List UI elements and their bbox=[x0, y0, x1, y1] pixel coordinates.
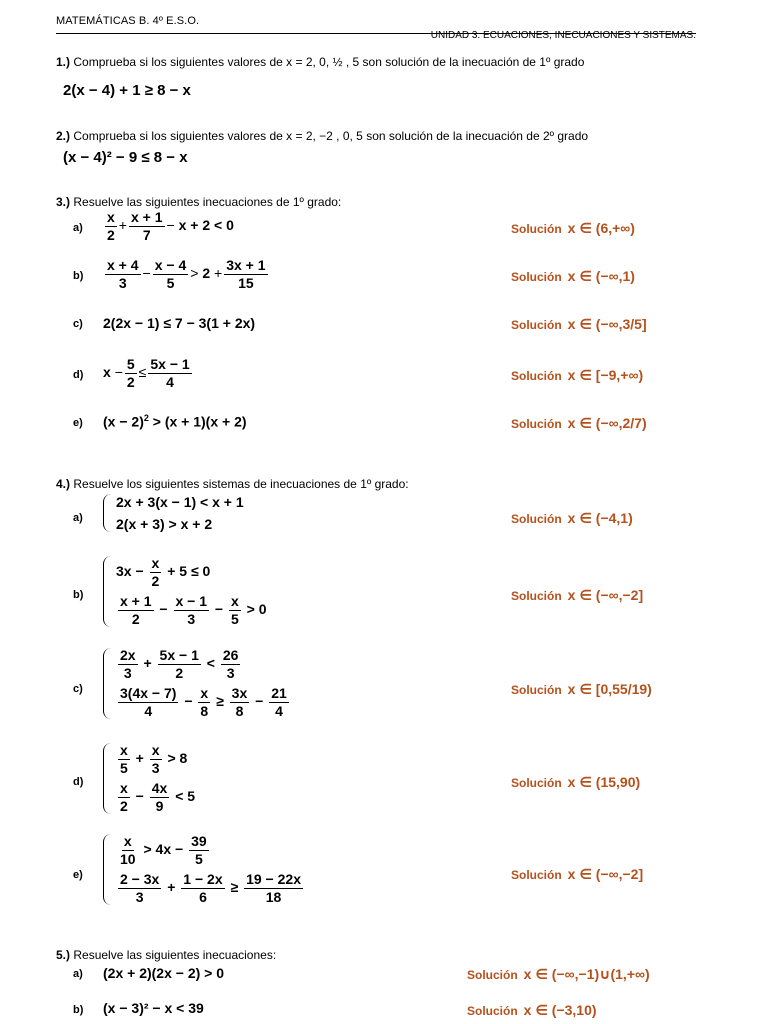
q3-item-c-letter: c) bbox=[73, 318, 83, 330]
solution-label: Solución bbox=[511, 270, 562, 284]
q5-item-a-letter: a) bbox=[73, 968, 83, 980]
question-4-number: 4.) bbox=[56, 477, 71, 491]
q3-item-a-letter: a) bbox=[73, 222, 83, 234]
q4-item-a-solution bbox=[511, 510, 633, 528]
question-1-number: 1.) bbox=[56, 55, 71, 69]
solution-label: Solución bbox=[511, 417, 562, 431]
q3-item-d-expression: x − $\frac{5}{2}$ ≤ $\frac{5x - 1}{4}$ bbox=[103, 356, 190, 390]
q5-item-b-letter: b) bbox=[73, 1004, 84, 1016]
q4-item-a-letter: a) bbox=[73, 512, 83, 524]
q4-item-c-letter: c) bbox=[73, 683, 83, 695]
solution-label: Solución bbox=[511, 222, 562, 236]
q4-item-b-letter: b) bbox=[73, 589, 84, 601]
question-1 bbox=[56, 55, 584, 69]
q3-item-b-solution bbox=[511, 268, 635, 286]
q4-item-a-system: 2x + 3(x − 1) < x + 1 2(x + 3) > x + 2 bbox=[103, 494, 244, 532]
q4-item-e-system: $\frac{x}{10}$ > 4x − $\frac{39}{5}$ $\frac{2 - 3x}{3}$ + $\frac{1 - 2x}{6}$ ≥ $\frac{19 - 22x}{18}$ bbox=[103, 834, 305, 905]
q4-item-c-system: $\frac{2x}{3}$ + $\frac{5x - 1}{2}$ < $\frac{26}{3}$ $\frac{3(4x - 7)}{4}$ − $\frac{x}{8}$ ≥ $\frac{3x}{8}$ − $\frac{21}{4}$ bbox=[103, 648, 291, 719]
question-1-expression: 2(x − 4) + 1 ≥ 8 − x bbox=[63, 82, 191, 99]
q4-item-b-solution bbox=[511, 587, 643, 605]
q3-item-b-letter: b) bbox=[73, 270, 84, 282]
solution-value: x ∈ (−∞,2/7) bbox=[567, 415, 647, 431]
q4-item-e-solution bbox=[511, 866, 643, 884]
solution-label: Solución bbox=[511, 683, 562, 697]
solution-value: x ∈ (−∞,−2] bbox=[567, 587, 644, 603]
solution-value: x ∈ [−9,+∞) bbox=[567, 367, 644, 383]
system-brace bbox=[103, 834, 112, 905]
solution-label: Solución bbox=[511, 512, 562, 526]
q3-item-e-letter: e) bbox=[73, 417, 83, 429]
question-5-text: Resuelve las siguientes inecuaciones: bbox=[73, 948, 277, 962]
question-3 bbox=[56, 195, 341, 209]
question-5-number: 5.) bbox=[56, 948, 71, 962]
solution-label: Solución bbox=[511, 868, 562, 882]
q3-item-c-expression: 2(2x − 1) ≤ 7 − 3(1 + 2x) bbox=[103, 315, 256, 331]
question-3-text: Resuelve las siguientes inecuaciones de 1º grado: bbox=[73, 195, 342, 209]
q3-item-a-expression: $\frac{x}{2}$ + $\frac{x + 1}{7}$ − x + 2 < 0 bbox=[107, 209, 234, 243]
question-5 bbox=[56, 948, 276, 962]
solution-label: Solución bbox=[467, 968, 518, 982]
q3-item-b-expression: $\frac{x + 4}{3}$ − $\frac{x - 4}{5}$ > 2 + $\frac{3x + 1}{15}$ bbox=[107, 257, 266, 291]
system-brace bbox=[103, 648, 112, 719]
q4-item-c-solution bbox=[511, 681, 652, 699]
q4-item-e-letter: e) bbox=[73, 869, 83, 881]
q5-item-b-expression: (x − 3)² − x < 39 bbox=[103, 1000, 204, 1016]
solution-label: Solución bbox=[511, 589, 562, 603]
question-3-number: 3.) bbox=[56, 195, 71, 209]
solution-value: x ∈ [0,55/19) bbox=[567, 681, 652, 697]
q3-item-c-solution bbox=[511, 316, 647, 334]
q4-item-d-solution bbox=[511, 774, 640, 792]
header-right: UNIDAD 3. ECUACIONES, INECUACIONES Y SISTEMAS. bbox=[430, 30, 696, 41]
q3-item-e-solution bbox=[511, 415, 647, 433]
header-left: MATEMÁTICAS B. 4º E.S.O. bbox=[56, 15, 200, 27]
system-brace bbox=[103, 494, 112, 532]
system-brace bbox=[103, 556, 112, 627]
solution-label: Solución bbox=[511, 776, 562, 790]
solution-label: Solución bbox=[511, 369, 562, 383]
solution-value: x ∈ (−3,10) bbox=[523, 1002, 597, 1018]
solution-value: x ∈ (6,+∞) bbox=[567, 220, 635, 236]
question-1-text: Comprueba si los siguientes valores de x = 2, 0, ½ , 5 son solución de la inecuación de 1º grado bbox=[73, 55, 585, 69]
q3-item-a-solution bbox=[511, 220, 635, 238]
q3-item-e-expression: $(x - 2)^2 > (x + 1)(x + 2)$ bbox=[103, 413, 247, 430]
solution-value: x ∈ (−∞,1) bbox=[567, 268, 635, 284]
q3-item-d-letter: d) bbox=[73, 369, 84, 381]
question-2-number: 2.) bbox=[56, 129, 71, 143]
q5-item-a-solution bbox=[467, 966, 650, 984]
question-2-expression: (x − 4)² − 9 ≤ 8 − x bbox=[63, 149, 188, 166]
q5-item-a-expression: (2x + 2)(2x − 2) > 0 bbox=[103, 965, 225, 981]
solution-value: x ∈ (15,90) bbox=[567, 774, 641, 790]
solution-value: x ∈ (−∞,−2] bbox=[567, 866, 644, 882]
question-4-text: Resuelve los siguientes sistemas de inecuaciones de 1º grado: bbox=[73, 477, 409, 491]
solution-label: Solución bbox=[511, 318, 562, 332]
q5-item-b-solution bbox=[467, 1002, 597, 1020]
solution-value: x ∈ (−4,1) bbox=[567, 510, 633, 526]
q4-item-d-letter: d) bbox=[73, 776, 84, 788]
solution-value: x ∈ (−∞,3/5] bbox=[567, 316, 647, 332]
solution-label: Solución bbox=[467, 1004, 518, 1018]
question-2-text: Comprueba si los siguientes valores de x = 2, −2 , 0, 5 son solución de la inecuación de 2º grado bbox=[73, 129, 589, 143]
solution-value: x ∈ (−∞,−1)∪(1,+∞) bbox=[523, 966, 650, 982]
q3-item-d-solution bbox=[511, 367, 643, 385]
q4-item-d-system: $\frac{x}{5}$ + $\frac{x}{3}$ > 8 $\frac{x}{2}$ − $\frac{4x}{9}$ < 5 bbox=[103, 743, 195, 814]
question-2 bbox=[56, 129, 588, 143]
question-4 bbox=[56, 477, 409, 491]
header-divider bbox=[56, 33, 696, 34]
system-brace bbox=[103, 743, 112, 814]
q4-item-b-system: 3x − $\frac{x}{2}$ + 5 ≤ 0 $\frac{x + 1}{2}$ − $\frac{x - 1}{3}$ − $\frac{x}{5}$ > 0 bbox=[103, 556, 267, 627]
